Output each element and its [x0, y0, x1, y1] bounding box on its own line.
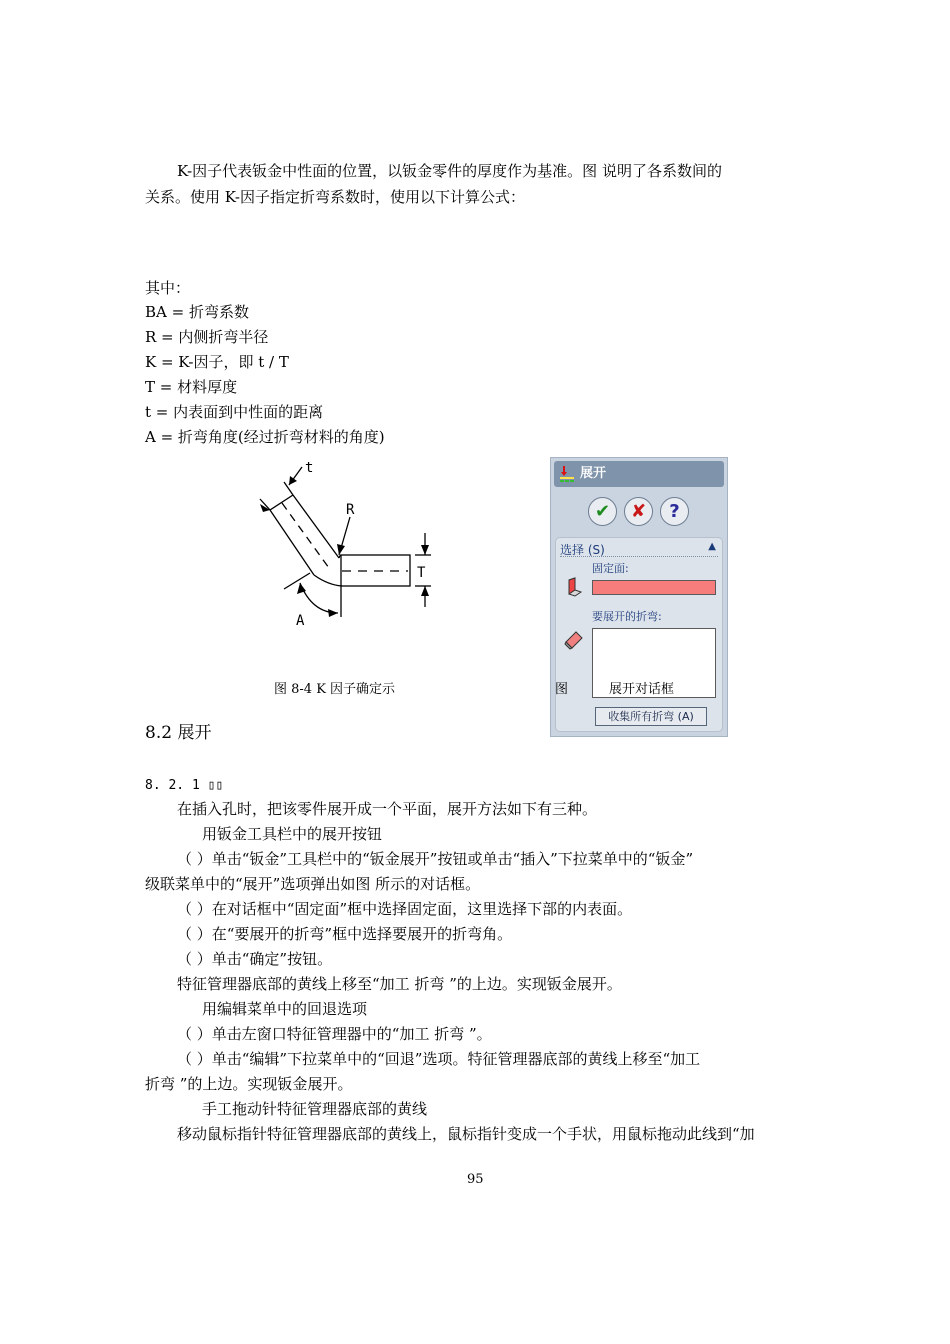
body-line-10: （ ）单击左窗口特征管理器中的“加工 折弯 ”。 — [177, 1025, 492, 1043]
dialog-title: 展开 — [580, 466, 607, 481]
label-t-upper: T — [417, 565, 426, 581]
label-r: R — [346, 502, 355, 518]
intro-line-1: K-因子代表钣金中性面的位置，以钣金零件的厚度作为基准。图 说明了各系数间的 — [177, 162, 722, 180]
body-line-14: 移动鼠标指针特征管理器底部的黄线上，鼠标指针变成一个手状，用鼠标拖动此线到“加 — [177, 1125, 755, 1143]
fixed-face-icon — [563, 576, 585, 598]
body-line-4: 级联菜单中的“展开”选项弹出如图 所示的对话框。 — [145, 875, 481, 893]
flange-end — [270, 495, 293, 510]
cancel-button[interactable]: ✘ — [624, 497, 653, 526]
body-line-1: 在插入孔时，把该零件展开成一个平面，展开方法如下有三种。 — [177, 800, 598, 818]
fixed-face-label: 固定面: — [592, 562, 629, 575]
flange-inner-edge — [293, 495, 339, 558]
body-line-12: 折弯 ”的上边。实现钣金展开。 — [145, 1075, 353, 1093]
fixed-face-input[interactable] — [592, 580, 716, 595]
definition-t-lower: t = 内表面到中性面的距离 — [145, 403, 324, 421]
selection-section-header[interactable]: 选择 (S) — [560, 543, 605, 557]
bend-outer-arc — [314, 575, 342, 586]
section-divider — [560, 556, 718, 557]
label-t: t — [305, 460, 314, 476]
definition-r: R = 内侧折弯半径 — [145, 328, 269, 346]
body-line-2: 用钣金工具栏中的展开按钮 — [202, 825, 383, 843]
body-line-9: 用编辑菜单中的回退选项 — [202, 1000, 368, 1018]
page-number: 95 — [467, 1172, 484, 1187]
label-a: A — [296, 613, 305, 629]
bends-label: 要展开的折弯: — [592, 610, 662, 623]
body-line-13: 手工拖动针特征管理器底部的黄线 — [202, 1100, 428, 1118]
body-line-6: （ ）在“要展开的折弯”框中选择要展开的折弯角。 — [177, 925, 513, 943]
body-line-3: （ ）单击“钣金”工具栏中的“钣金展开”按钮或单击“插入”下拉菜单中的“钣金” — [177, 850, 694, 868]
flatten-icon — [559, 465, 575, 483]
definition-k: K = K-因子，即 t / T — [145, 353, 289, 371]
flange-outer-edge — [270, 510, 314, 575]
ok-button[interactable]: ✔ — [588, 497, 617, 526]
body-line-11: （ ）单击“编辑”下拉菜单中的“回退”选项。特征管理器底部的黄线上移至“加工 — [177, 1050, 701, 1068]
collapse-icon[interactable]: ▲ — [708, 541, 716, 552]
k-factor-diagram — [250, 455, 450, 635]
body-line-7: （ ）单击“确定”按钮。 — [177, 950, 333, 968]
body-line-5: （ ）在对话框中“固定面”框中选择固定面，这里选择下部的内表面。 — [177, 900, 633, 918]
selection-panel — [555, 537, 723, 732]
help-button[interactable]: ? — [660, 497, 689, 526]
definition-ba: BA = 折弯系数 — [145, 303, 249, 321]
section-heading: 8.2 展开 — [145, 723, 212, 743]
definition-a: A = 折弯角度(经过折弯材料的角度) — [145, 428, 385, 446]
subsection-heading: 8. 2. 1 ▯▯ — [145, 778, 224, 793]
definitions-intro: 其中： — [145, 279, 191, 297]
body-line-8: 特征管理器底部的黄线上移至“加工 折弯 ”的上边。实现钣金展开。 — [177, 975, 622, 993]
figure-caption: 图 8-4 K 因子确定示 — [274, 682, 396, 697]
dialog-caption: 展开对话框 — [609, 682, 675, 697]
dialog-title-bar — [554, 461, 724, 487]
dialog-caption-prefix: 图 — [555, 682, 569, 697]
collect-all-bends-button[interactable]: 收集所有折弯 (A) — [595, 707, 707, 726]
bends-icon — [563, 628, 585, 650]
intro-line-2: 关系。使用 K-因子指定折弯系数时，使用以下计算公式： — [145, 188, 525, 206]
definition-t-upper: T = 材料厚度 — [145, 378, 238, 396]
